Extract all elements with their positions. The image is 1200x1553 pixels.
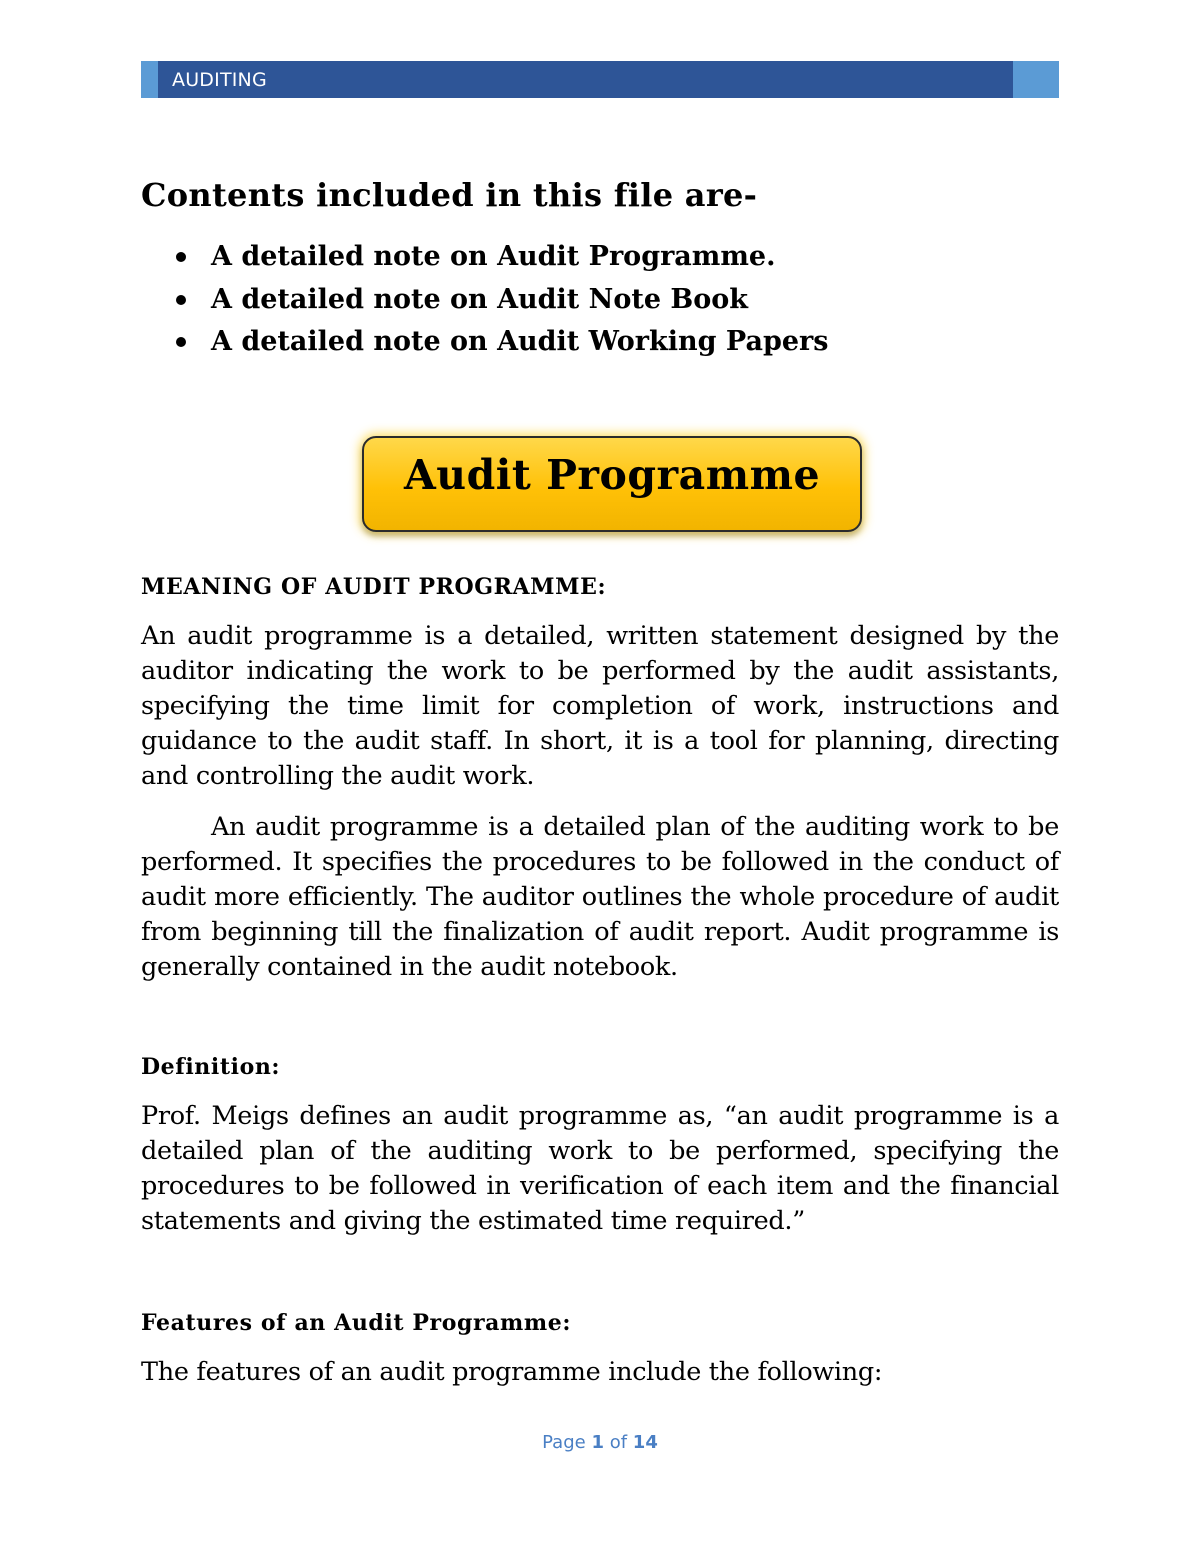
bullet-icon [176, 337, 186, 347]
bullet-icon [176, 295, 186, 305]
list-item-text: A detailed note on Audit Working Papers [211, 326, 829, 357]
meaning-paragraph-1: An audit programme is a detailed, written statement designed by the auditor indicating the work to be performed by the audit assistants, specifying the time limit for completion of work, instructions and guidance to the audit staff. In short, it is a tool for planning, directing and controlling the audit work. [141, 621, 1059, 791]
header-bar [158, 61, 1013, 98]
list-item [176, 236, 828, 279]
page-footer [0, 1432, 1200, 1453]
contents-heading: Contents included in this file are- [141, 176, 758, 214]
list-item [176, 279, 828, 322]
definition-heading: Definition: [141, 1054, 281, 1080]
header-left-accent [141, 61, 158, 98]
bullet-icon [176, 252, 186, 262]
meaning-paragraph-2: An audit programme is a detailed plan of the auditing work to be performed. It specifies the procedures to be followed in the conduct of audit more efficiently. The auditor outlines the whole procedure of audit from beginning till the finalization of audit report. Audit programme is generally contained in the audit notebook. [141, 812, 1059, 982]
footer-current-page: 1 [591, 1432, 604, 1453]
definition-paragraph: Prof. Meigs defines an audit programme as, “an audit programme is a detailed plan of the auditing work to be performed, specifying the procedures to be followed in verification of each item and the financial statements and giving the estimated time required.” [141, 1101, 1059, 1236]
list-item-text: A detailed note on Audit Programme. [211, 241, 776, 272]
header-right-accent [1013, 61, 1059, 98]
features-paragraph: The features of an audit programme include the following: [141, 1357, 883, 1387]
contents-list [176, 236, 828, 364]
features-heading: Features of an Audit Programme: [141, 1310, 572, 1336]
meaning-heading: MEANING OF AUDIT PROGRAMME: [141, 574, 607, 600]
footer-page-word: Page [542, 1432, 586, 1453]
page-header [141, 61, 1059, 98]
banner-title: Audit Programme [404, 451, 821, 499]
footer-total-pages: 14 [632, 1432, 658, 1453]
list-item-text: A detailed note on Audit Note Book [211, 283, 748, 315]
header-title: AUDITING [172, 68, 267, 91]
section-banner [362, 436, 862, 532]
list-item [176, 321, 828, 364]
footer-of-word: of [609, 1432, 628, 1453]
